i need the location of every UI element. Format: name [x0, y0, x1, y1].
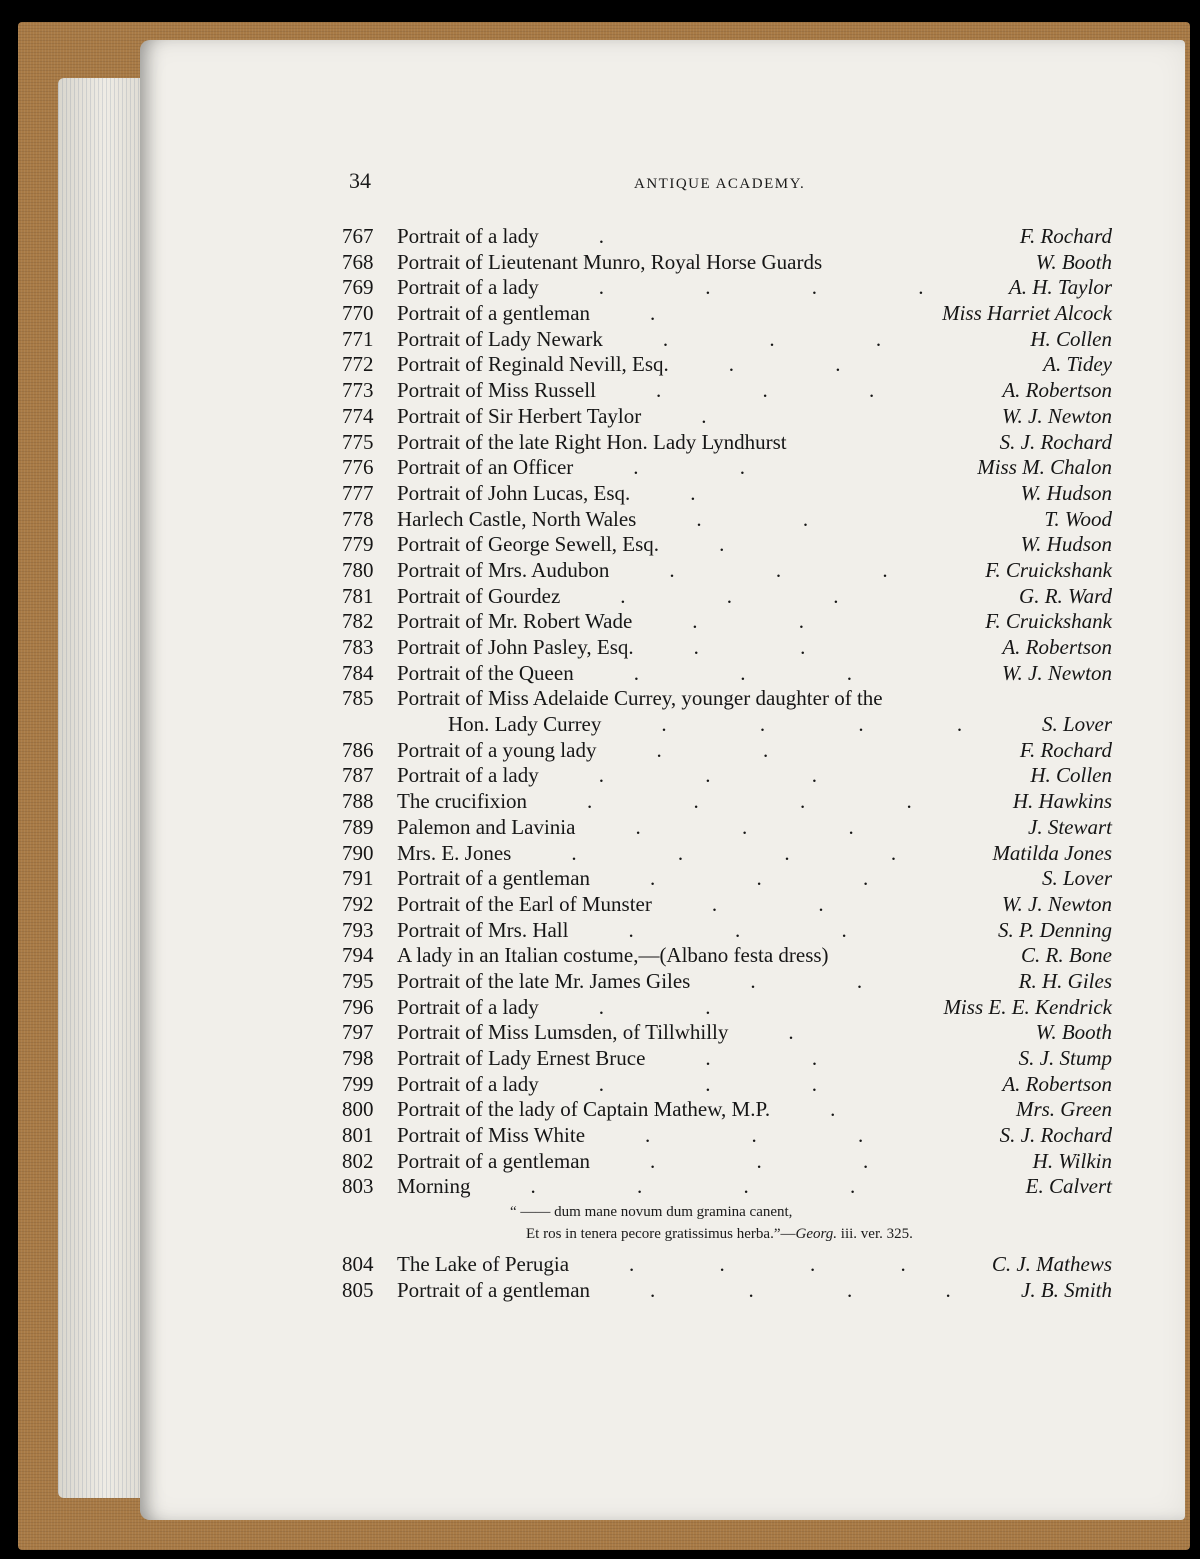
entry-number: 800 — [342, 1097, 374, 1122]
entry-title-text: Portrait of a lady — [397, 224, 539, 248]
catalogue-entry — [342, 250, 1112, 276]
entry-title — [397, 1149, 916, 1175]
entry-title — [397, 866, 916, 892]
catalogue-entry — [342, 1123, 1112, 1149]
entry-title-text: Portrait of Miss Lumsden, of Tillwhilly — [397, 1020, 729, 1045]
entry-number: 774 — [342, 403, 374, 428]
catalogue-entry — [342, 301, 1112, 327]
entry-number: 795 — [342, 968, 374, 993]
dot-leader: . . — [705, 1046, 866, 1070]
entry-title — [397, 558, 936, 584]
entry-title-text: Portrait of the Queen — [397, 660, 574, 685]
dot-leader: . . . — [645, 1123, 912, 1148]
entry-title-text: Portrait of Reginald Nevill, Esq. — [397, 352, 669, 377]
entry-number: 767 — [342, 224, 374, 248]
entry-title — [397, 943, 829, 969]
dot-leader: . — [650, 301, 704, 326]
entry-artist: Miss M. Chalon — [977, 455, 1112, 480]
catalogue-entry — [342, 1072, 1112, 1098]
entry-title — [397, 815, 902, 841]
entry-title-text: Portrait of a lady — [397, 763, 539, 788]
entry-artist: A. Robertson — [1002, 378, 1112, 403]
entry-title-text: Portrait of a gentleman — [397, 866, 591, 891]
catalogue-entry — [342, 378, 1112, 404]
entry-title-text: Portrait of Sir Herbert Taylor — [397, 403, 642, 428]
catalogue-entry-continuation — [342, 712, 1112, 738]
entry-title-text: Portrait of John Pasley, Esq. — [397, 635, 634, 659]
catalogue-entry — [342, 789, 1112, 815]
dot-leader: . . — [693, 635, 854, 659]
entry-title — [397, 1020, 842, 1046]
page-number: 34 — [349, 168, 371, 193]
entry-title-text: Hon. Lady Currey — [448, 712, 602, 737]
entry-title — [397, 1278, 995, 1304]
entry-artist: S. J. Rochard — [999, 429, 1112, 454]
dot-leader: . . . — [650, 866, 917, 891]
entry-title-text: Portrait of the Earl of Munster — [397, 891, 652, 916]
entry-title-text: Portrait of Miss Adelaide Currey, younger daughter of the — [397, 686, 883, 711]
dot-leader: . . . . — [629, 1252, 946, 1277]
catalogue-entry — [342, 352, 1112, 378]
epigraph-quote — [342, 1200, 1112, 1252]
entry-artist: A. Robertson — [1002, 635, 1112, 659]
quote-source: Georg. — [795, 1226, 838, 1243]
catalogue-entry — [342, 532, 1112, 558]
entry-title-text: Portrait of John Lucas, Esq. — [397, 480, 631, 505]
entry-artist: H. Hawkins — [1012, 789, 1112, 814]
entry-artist: C. J. Mathews — [991, 1252, 1112, 1277]
entry-number: 783 — [342, 635, 374, 659]
entry-artist: W. Booth — [1035, 1020, 1112, 1045]
entry-title — [397, 1252, 946, 1278]
entry-number: 801 — [342, 1123, 374, 1148]
entry-title — [397, 532, 772, 558]
dot-leader: . . . — [628, 917, 895, 942]
entry-number: 770 — [342, 301, 374, 326]
dot-leader: . . . . — [650, 1277, 995, 1302]
entry-artist: A. Robertson — [1002, 1071, 1112, 1096]
entry-number: 773 — [342, 378, 374, 403]
entry-title — [397, 378, 922, 404]
entry-number: 787 — [342, 763, 374, 788]
quote-reference: iii. ver. 325. — [837, 1226, 913, 1243]
quote-line-1: “ —— dum mane novum dum gramina canent, — [510, 1204, 793, 1221]
catalogue-entry — [342, 686, 1112, 712]
entry-number: 771 — [342, 326, 374, 351]
dot-leader: . . — [728, 352, 889, 377]
entry-title-text: Mrs. E. Jones — [397, 840, 512, 865]
entry-title-text: Portrait of the lady of Captain Mathew, M.P. — [397, 1097, 771, 1122]
entry-title-text: Portrait of a gentleman — [397, 1277, 591, 1302]
entry-title — [397, 352, 889, 378]
entry-number: 772 — [342, 352, 374, 377]
entry-artist: S. J. Rochard — [999, 1123, 1112, 1148]
entry-title — [397, 275, 971, 301]
catalogue-entry — [342, 430, 1112, 456]
dot-leader: . . . . — [530, 1174, 904, 1199]
entry-artist: W. Hudson — [1020, 480, 1112, 505]
dot-leader: . . . . — [598, 275, 972, 300]
entry-title-text: The crucifixion — [397, 789, 528, 814]
entry-number: 780 — [342, 557, 374, 582]
entry-artist: F. Cruickshank — [985, 557, 1112, 582]
entry-title-text: Portrait of a lady — [397, 1071, 539, 1096]
entry-title-text: Harlech Castle, North Wales — [397, 506, 637, 531]
dot-leader: . . . — [620, 583, 887, 608]
dot-leader: . . . . — [661, 712, 1007, 737]
entry-title — [397, 686, 883, 712]
entry-title-text: Portrait of a lady — [397, 994, 539, 1019]
entry-title-text: Palemon and Lavinia — [397, 814, 576, 839]
dot-leader: . . . — [635, 814, 902, 839]
entry-title — [397, 1046, 865, 1072]
entry-title-text: Portrait of a gentleman — [397, 301, 591, 326]
entry-number: 803 — [342, 1174, 374, 1199]
quote-text: Et ros in tenera pecore gratissimus herba.”— — [526, 1226, 796, 1243]
catalogue-entry — [342, 943, 1112, 969]
dot-leader: . . . — [598, 1071, 865, 1096]
entry-title — [397, 892, 872, 918]
entry-title-text: A lady in an Italian costume,—(Albano festa dress) — [397, 943, 829, 968]
entry-number: 785 — [342, 686, 374, 711]
entries-block — [342, 224, 1112, 1200]
dot-leader: . . — [692, 609, 853, 634]
catalogue-entry — [342, 481, 1112, 507]
entry-title-text: Morning — [397, 1174, 471, 1199]
entry-title-text: Portrait of Miss Russell — [397, 378, 596, 403]
entry-number: 769 — [342, 275, 374, 300]
entry-artist: G. R. Ward — [1019, 583, 1112, 608]
dot-leader: . . — [711, 891, 872, 916]
dot-leader: . . . — [598, 763, 865, 788]
entry-number: 788 — [342, 789, 374, 814]
dot-leader: . . — [696, 506, 857, 531]
catalogue-entry — [342, 275, 1112, 301]
entry-title — [448, 712, 1006, 738]
catalogue-entry — [342, 866, 1112, 892]
entry-title — [397, 763, 865, 789]
entry-artist: F. Rochard — [1019, 224, 1112, 248]
catalogue-entry — [342, 738, 1112, 764]
entry-artist: H. Wilkin — [1032, 1148, 1112, 1173]
catalogue-entry — [342, 455, 1112, 481]
catalogue-entry — [342, 224, 1112, 250]
dot-leader: . . . — [650, 1148, 917, 1173]
entry-title — [397, 224, 652, 250]
entry-number: 790 — [342, 840, 374, 865]
entry-title — [397, 635, 853, 661]
dot-leader: . . — [750, 968, 911, 993]
entry-artist: A. H. Taylor — [1008, 275, 1112, 300]
entry-number: 797 — [342, 1020, 374, 1045]
entry-artist: W. J. Newton — [1001, 891, 1112, 916]
dot-leader: . . . — [662, 326, 930, 351]
entry-artist: C. R. Bone — [1021, 943, 1112, 968]
entry-artist: H. Collen — [1030, 763, 1112, 788]
entry-number: 802 — [342, 1148, 374, 1173]
entry-title — [397, 404, 755, 430]
entry-title — [397, 661, 900, 687]
entry-title-text: Portrait of Mrs. Audubon — [397, 557, 610, 582]
entry-artist: W. Hudson — [1020, 532, 1112, 557]
dot-leader: . — [788, 1020, 842, 1045]
entry-artist: Matilda Jones — [992, 840, 1112, 865]
catalogue-entry — [342, 1278, 1112, 1304]
catalogue-entry — [342, 841, 1112, 867]
entry-number: 794 — [342, 943, 374, 968]
catalogue-entry — [342, 404, 1112, 430]
catalogue-entry — [342, 1149, 1112, 1175]
entry-artist: R. H. Giles — [1018, 968, 1112, 993]
entry-artist: Miss E. E. Kendrick — [943, 994, 1112, 1019]
entry-title — [397, 481, 744, 507]
entry-title-text: Portrait of Lady Newark — [397, 326, 603, 351]
entry-artist: A. Tidey — [1043, 352, 1112, 377]
entry-title — [397, 609, 852, 635]
catalogue-entry — [342, 1252, 1112, 1278]
entry-title-text: Portrait of a young lady — [397, 737, 597, 762]
catalogue-list — [342, 224, 1112, 1304]
dot-leader: . . . — [655, 378, 923, 403]
entry-number: 782 — [342, 609, 374, 634]
dot-leader: . — [690, 480, 744, 505]
catalogue-entry — [342, 584, 1112, 610]
entry-title — [397, 1072, 865, 1098]
catalogue-entry — [342, 815, 1112, 841]
entry-title — [397, 430, 787, 456]
entry-title — [397, 507, 856, 533]
entry-title — [397, 327, 929, 353]
entry-title-text: Portrait of Lady Ernest Bruce — [397, 1046, 646, 1070]
entry-number: 779 — [342, 532, 374, 557]
entry-title — [397, 1123, 911, 1149]
entry-title — [397, 789, 960, 815]
catalogue-entry — [342, 1020, 1112, 1046]
catalogue-entry — [342, 327, 1112, 353]
entry-artist: T. Wood — [1044, 506, 1112, 531]
entry-number: 777 — [342, 480, 374, 505]
entry-title — [397, 1097, 883, 1123]
entry-title — [397, 584, 887, 610]
entry-number: 784 — [342, 660, 374, 685]
entry-title-text: The Lake of Perugia — [397, 1252, 570, 1277]
catalogue-entry — [342, 1174, 1112, 1200]
entry-title-text: Portrait of Mrs. Hall — [397, 917, 569, 942]
catalogue-entry — [342, 995, 1112, 1021]
running-head: ANTIQUE ACADEMY. — [634, 176, 806, 192]
entry-title-text: Portrait of the late Right Hon. Lady Lyndhurst — [397, 429, 787, 454]
dot-leader: . . . . — [571, 840, 945, 865]
catalogue-entry — [342, 763, 1112, 789]
catalogue-entry — [342, 1097, 1112, 1123]
catalogue-entry — [342, 1046, 1112, 1072]
dot-leader: . . . — [633, 660, 900, 685]
entry-artist: Mrs. Green — [1015, 1097, 1112, 1122]
entry-title-text: Portrait of George Sewell, Esq. — [397, 532, 660, 557]
catalogue-entry — [342, 635, 1112, 661]
entry-artist: F. Rochard — [1019, 737, 1112, 762]
entry-artist: J. Stewart — [1028, 814, 1112, 839]
entry-artist: W. J. Newton — [1001, 403, 1112, 428]
catalogue-entry — [342, 918, 1112, 944]
entry-artist: W. J. Newton — [1001, 660, 1112, 685]
entry-title — [397, 250, 822, 276]
entry-artist: E. Calvert — [1025, 1174, 1112, 1199]
entry-artist: S. Lover — [1042, 712, 1112, 737]
entry-number: 805 — [342, 1277, 374, 1302]
entry-title-text: Portrait of an Officer — [397, 455, 574, 480]
entry-title — [397, 918, 895, 944]
entry-title — [397, 455, 793, 481]
entry-number: 778 — [342, 506, 374, 531]
entry-number: 796 — [342, 994, 374, 1019]
entries-after-block — [342, 1252, 1112, 1303]
entry-title-text: Portrait of Miss White — [397, 1123, 586, 1148]
catalogue-entry — [342, 507, 1112, 533]
entry-title — [397, 995, 758, 1021]
dot-leader: . — [830, 1097, 884, 1122]
entry-title — [397, 841, 944, 867]
catalogue-entry — [342, 609, 1112, 635]
entry-artist: S. J. Stump — [1018, 1046, 1112, 1070]
entry-artist: S. P. Denning — [998, 917, 1112, 942]
entry-artist: S. Lover — [1042, 866, 1112, 891]
entry-number: 799 — [342, 1071, 374, 1096]
entry-number: 789 — [342, 814, 374, 839]
entry-number: 791 — [342, 866, 374, 891]
entry-number: 793 — [342, 917, 374, 942]
entry-title — [397, 738, 816, 764]
entry-title-text: Portrait of Mr. Robert Wade — [397, 609, 633, 634]
quote-line-2 — [526, 1226, 913, 1243]
entry-number: 798 — [342, 1046, 374, 1070]
entry-number: 792 — [342, 891, 374, 916]
entry-artist: F. Cruickshank — [985, 609, 1112, 634]
entry-number: 786 — [342, 737, 374, 762]
entry-title-text: Portrait of Lieutenant Munro, Royal Horse Guards — [397, 249, 823, 274]
dot-leader: . . — [598, 994, 759, 1019]
dot-leader: . — [701, 403, 755, 428]
catalogue-entry — [342, 892, 1112, 918]
entry-number: 804 — [342, 1252, 374, 1277]
catalogue-entry — [342, 661, 1112, 687]
entry-title — [397, 969, 910, 995]
entry-artist: Miss Harriet Alcock — [942, 301, 1112, 326]
entry-number: 775 — [342, 429, 374, 454]
entry-artist: J. B. Smith — [1021, 1277, 1112, 1302]
dot-leader: . . — [633, 455, 794, 480]
entry-title — [397, 1174, 903, 1200]
dot-leader: . — [598, 224, 652, 248]
entry-number: 781 — [342, 583, 374, 608]
dot-leader: . — [719, 532, 773, 557]
entry-number: 776 — [342, 455, 374, 480]
dot-leader: . . — [656, 737, 817, 762]
entry-artist: W. Booth — [1035, 249, 1112, 274]
catalogue-entry — [342, 969, 1112, 995]
entry-title-text: Portrait of a lady — [397, 275, 539, 300]
catalogue-entry — [342, 558, 1112, 584]
entry-title-text: Portrait of Gourdez — [397, 583, 561, 608]
entry-title-text: Portrait of the late Mr. James Giles — [397, 968, 691, 993]
entry-title — [397, 301, 703, 327]
entry-number: 768 — [342, 249, 374, 274]
dot-leader: . . . — [669, 557, 936, 582]
dot-leader: . . . . — [587, 789, 960, 814]
entry-title-text: Portrait of a gentleman — [397, 1148, 591, 1173]
entry-artist: H. Collen — [1030, 326, 1112, 351]
